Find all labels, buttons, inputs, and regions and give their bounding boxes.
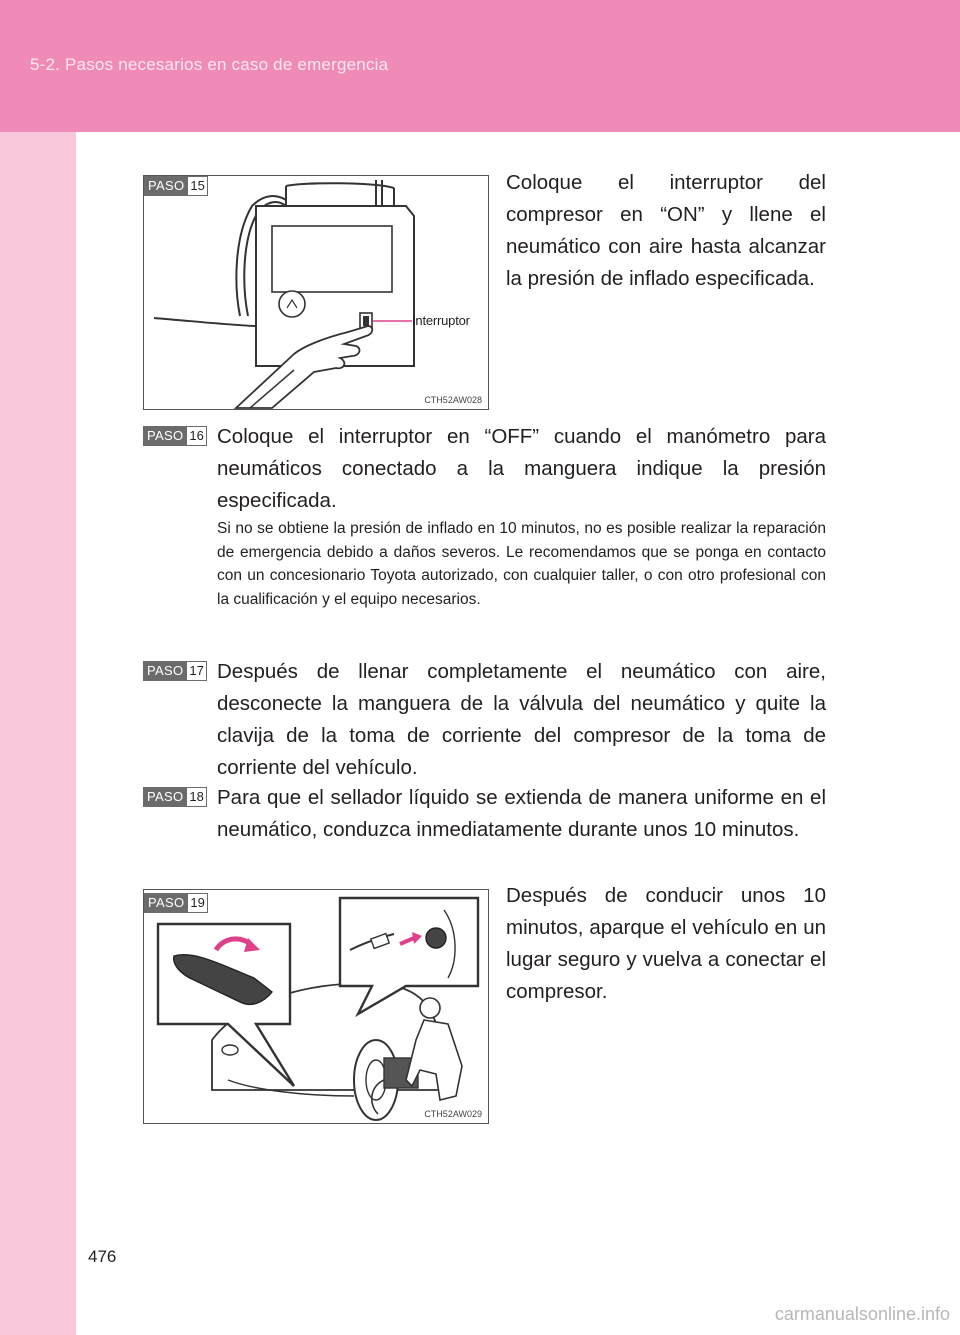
step-16-note: Si no se obtiene la presión de inflado en 10 minutos, no es posible realizar la reparación de emergencia debido a daños severos. Le recomendamos que se ponga en contacto con un concesionario Toyota autorizado, con cualquier taller, o con otro profesional con la cualificación y el equipo necesarios.	[217, 520, 826, 608]
car-reconnect-illustration	[144, 890, 488, 1123]
step-label: PASO	[143, 787, 186, 807]
compressor-illustration	[144, 176, 488, 409]
step-label: PASO	[144, 893, 187, 913]
watermark: carmanualsonline.info	[774, 1304, 950, 1324]
figure-compressor-switch	[143, 175, 489, 410]
figure-code: CTH52AW028	[424, 395, 482, 405]
page-number: 476	[88, 1247, 117, 1266]
step-badge-17	[143, 661, 207, 681]
step-16-text: Coloque el interruptor en “OFF” cuando el manómetro para neumáticos conectado a la manguera indique la presión especificada.	[217, 425, 826, 512]
step-label: PASO	[144, 176, 187, 196]
step-label: PASO	[143, 661, 186, 681]
step-number: 18	[186, 787, 206, 807]
callout-label: Interruptor	[412, 313, 470, 328]
step-number: 19	[187, 893, 207, 913]
section-title: 5-2. Pasos necesarios en caso de emergencia	[30, 55, 389, 74]
step-number: 16	[186, 426, 206, 446]
side-band	[0, 132, 76, 1335]
figure-code: CTH52AW029	[424, 1109, 482, 1119]
step-18-text: Para que el sellador líquido se extienda de manera uniforme en el neumático, conduzca inmediatamente durante unos 10 minutos.	[217, 786, 826, 841]
step-badge-18	[143, 787, 207, 807]
step-number: 15	[187, 176, 207, 196]
step-badge-16	[143, 426, 207, 446]
step-19-text: Después de conducir unos 10 minutos, aparque el vehículo en un lugar seguro y vuelva a conectar el compresor.	[506, 884, 826, 1003]
page-header	[0, 0, 960, 132]
step-label: PASO	[143, 426, 186, 446]
step-15-text: Coloque el interruptor del compresor en “ON” y llene el neumático con aire hasta alcanzar la presión de inflado especificada.	[506, 171, 826, 290]
step-17-text: Después de llenar completamente el neumático con aire, desconecte la manguera de la válvula del neumático y quite la clavija de la toma de corriente del compresor de la toma de corriente del vehículo.	[217, 660, 826, 779]
step-number: 17	[186, 661, 206, 681]
figure-car-compressor	[143, 889, 489, 1124]
